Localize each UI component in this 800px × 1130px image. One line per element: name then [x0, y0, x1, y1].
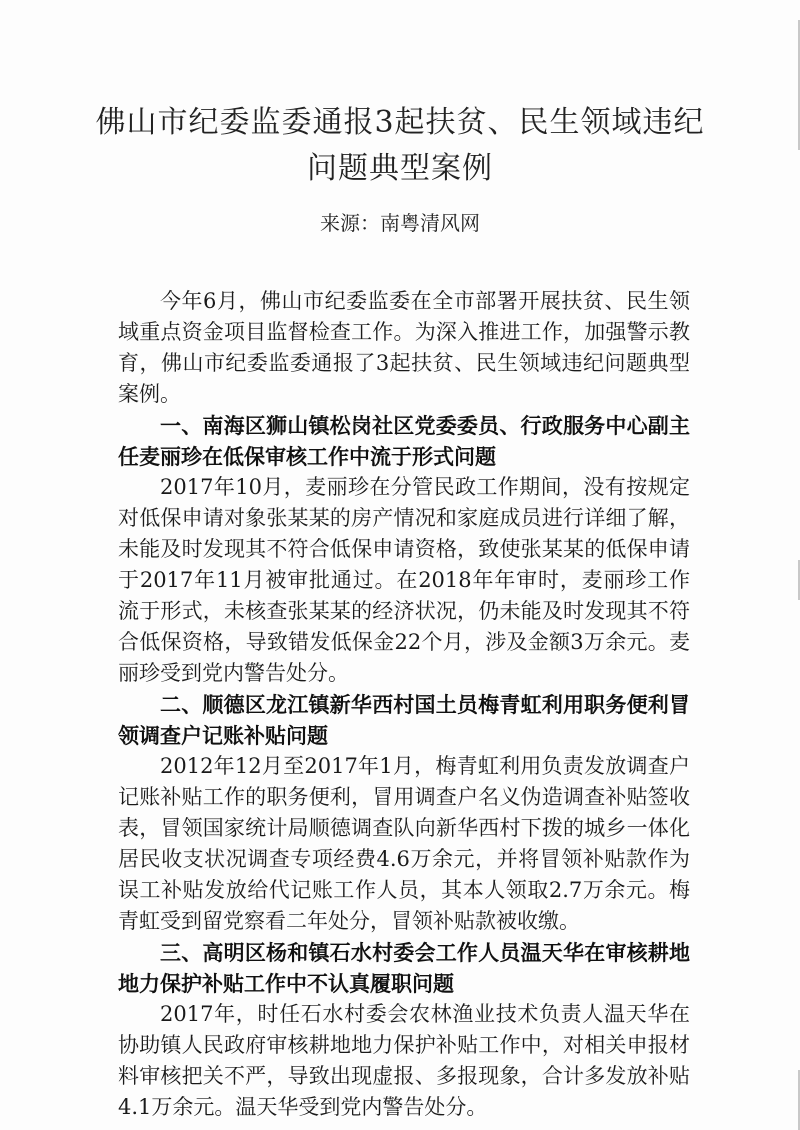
document-body	[118, 286, 690, 1123]
intro-paragraph: 今年6月，佛山市纪委监委在全市部署开展扶贫、民生领域重点资金项目监督检查工作。为深入推进工作，加强警示教育，佛山市纪委监委通报了3起扶贫、民生领域违纪问题典型案例。	[118, 289, 690, 406]
document-source: 来源：南粤清风网	[320, 211, 480, 235]
case-3-heading: 三、高明区杨和镇石水村委会工作人员温天华在审核耕地地力保护补贴工作中不认真履职问题	[118, 940, 690, 996]
case-1-heading: 一、南海区狮山镇松岗社区党委委员、行政服务中心副主任麦丽珍在低保审核工作中流于形式问题	[118, 413, 690, 469]
case-2-heading: 二、顺德区龙江镇新华西村国土员梅青虹利用职务便利冒领调查户记账补贴问题	[118, 692, 690, 748]
case-3-paragraph: 2017年，时任石水村委会农林渔业技术负责人温天华在协助镇人民政府审核耕地地力保护补贴工作中，对相关申报材料审核把关不严，导致出现虚报、多报现象，合计多发放补贴4.1万余元。温天华受到党内警告处分。	[118, 1002, 690, 1119]
case-2-paragraph: 2012年12月至2017年1月，梅青虹利用负责发放调查户记账补贴工作的职务便利，冒用调查户名义伪造调查补贴签收表，冒领国家统计局顺德调查队向新华西村下拨的城乡一体化居民收支状况调查专项经费4.6万余元，并将冒领补贴款作为误工补贴发放给代记账工作人员，其本人领取2.7万余元。梅青虹受到留党察看二年处分，冒领补贴款被收缴。	[118, 754, 690, 933]
document-title: 佛山市纪委监委通报3起扶贫、民生领域违纪问题典型案例	[95, 105, 705, 186]
case-1-paragraph: 2017年10月，麦丽珍在分管民政工作期间，没有按规定对低保申请对象张某某的房产情况和家庭成员进行详细了解，未能及时发现其不符合低保申请资格，致使张某某的低保申请于2017年11月被审批通过。在2018年年审时，麦丽珍工作流于形式，未核查张某某的经济状况，仍未能及时发现其不符合低保资格，导致错发低保金22个月，涉及金额3万余元。麦丽珍受到党内警告处分。	[118, 475, 690, 685]
